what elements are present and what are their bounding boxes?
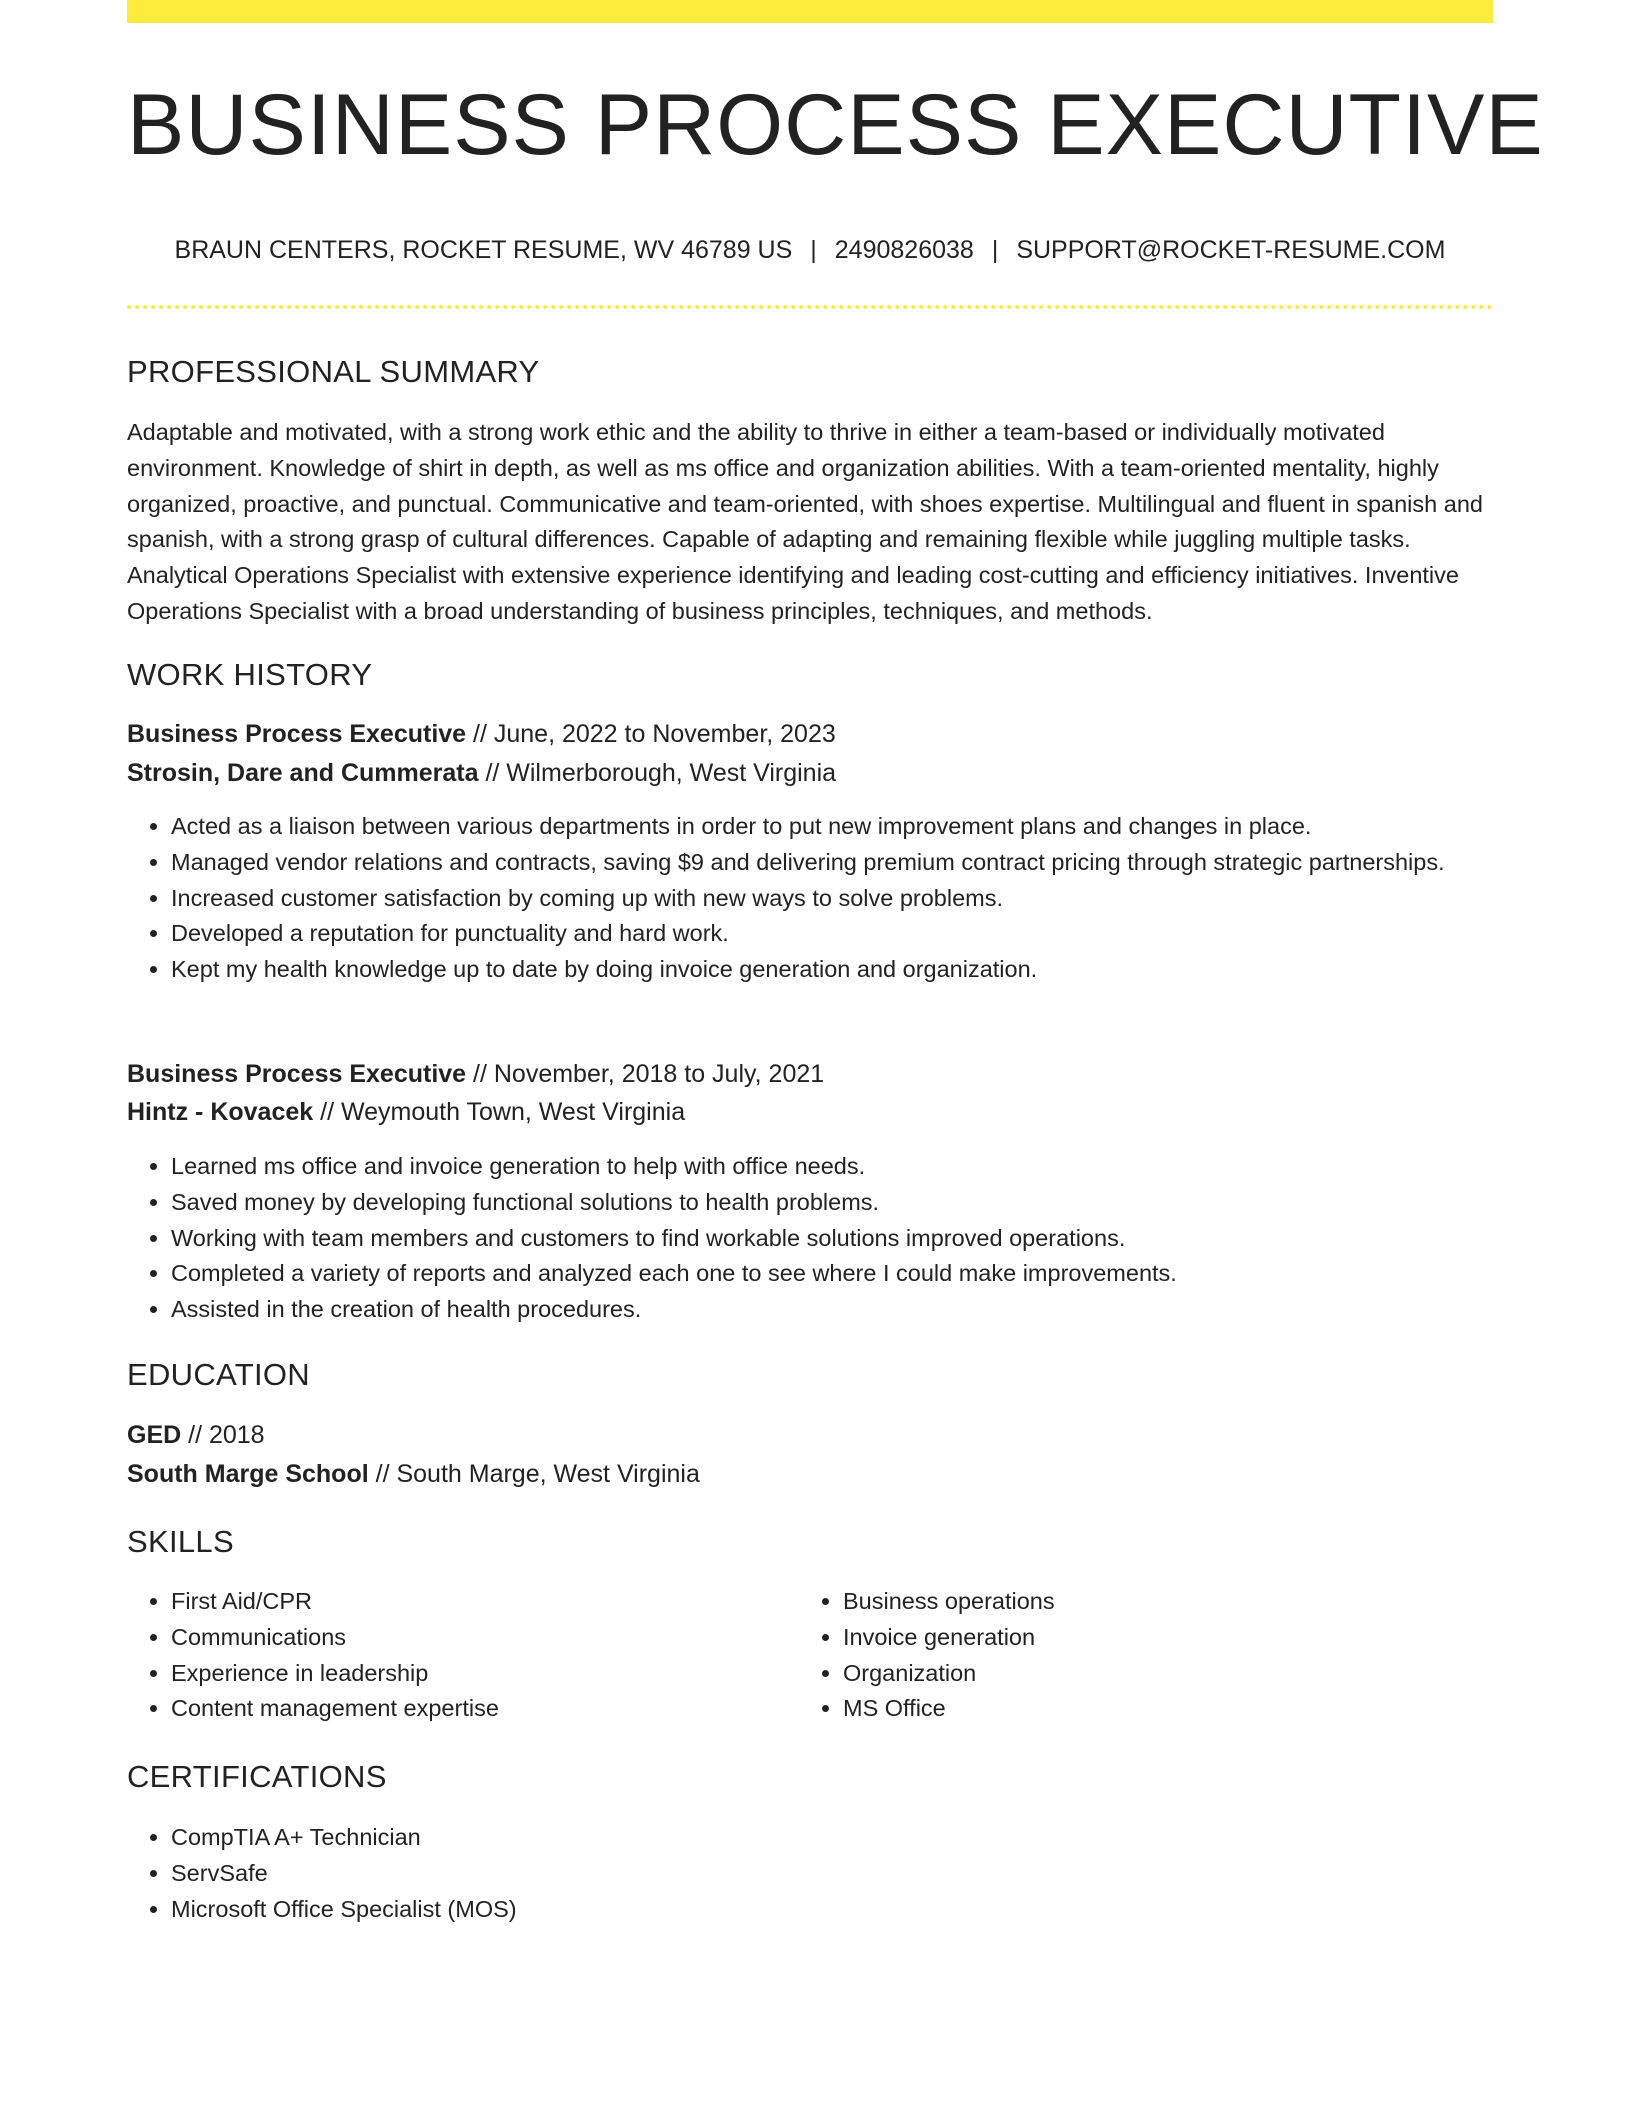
list-item: • Experience in leadership	[171, 1656, 791, 1692]
school-location: // South Marge, West Virginia	[368, 1460, 700, 1488]
job-dates: // June, 2022 to November, 2023	[466, 720, 836, 748]
job-location: // Wilmerborough, West Virginia	[478, 759, 837, 787]
education-degree-line	[127, 1421, 265, 1450]
job-2-company-line	[127, 1098, 685, 1127]
list-item: • Organization	[843, 1656, 1463, 1692]
accent-bar	[127, 0, 1493, 23]
job-company: Hintz - Kovacek	[127, 1098, 314, 1126]
job-company: Strosin, Dare and Cummerata	[127, 759, 479, 787]
dotted-divider	[127, 305, 1493, 309]
skills-heading: SKILLS	[127, 1524, 234, 1559]
skills-left-list	[127, 1584, 791, 1727]
list-item: • Acted as a liaison between various departments in order to put new improvement plans and changes in place.	[171, 809, 1471, 845]
list-item: • Increased customer satisfaction by coming up with new ways to solve problems.	[171, 881, 1471, 917]
email: SUPPORT@ROCKET-RESUME.COM	[1016, 236, 1446, 264]
job-dates: // November, 2018 to July, 2021	[466, 1060, 825, 1088]
list-item: • Business operations	[843, 1584, 1463, 1620]
degree: GED	[127, 1421, 182, 1449]
school-name: South Marge School	[127, 1460, 369, 1488]
list-item: • MS Office	[843, 1691, 1463, 1727]
job-location: // Weymouth Town, West Virginia	[313, 1098, 686, 1126]
list-item: • Saved money by developing functional solutions to health problems.	[171, 1185, 1471, 1221]
list-item: • Developed a reputation for punctuality and hard work.	[171, 916, 1471, 952]
certifications-heading: CERTIFICATIONS	[127, 1759, 387, 1794]
list-item: • Assisted in the creation of health procedures.	[171, 1292, 1471, 1328]
list-item: • Managed vendor relations and contracts, saving $9 and delivering premium contract pricing through strategic partnerships.	[171, 845, 1471, 881]
certifications-list	[127, 1820, 791, 1927]
resume-title: BUSINESS PROCESS EXECUTIVE	[127, 77, 1544, 173]
list-item: • Microsoft Office Specialist (MOS)	[171, 1892, 791, 1928]
work-history-heading: WORK HISTORY	[127, 657, 373, 692]
summary-heading: PROFESSIONAL SUMMARY	[127, 354, 540, 389]
contact-line	[127, 236, 1493, 265]
job-role: Business Process Executive	[127, 720, 467, 748]
list-item: • Completed a variety of reports and analyzed each one to see where I could make improvements.	[171, 1256, 1471, 1292]
list-item: • ServSafe	[171, 1856, 791, 1892]
job-1-title-line	[127, 720, 836, 749]
education-heading: EDUCATION	[127, 1357, 310, 1392]
separator: |	[810, 236, 817, 264]
list-item: • CompTIA A+ Technician	[171, 1820, 791, 1856]
skills-right-list	[799, 1584, 1463, 1727]
address: BRAUN CENTERS, ROCKET RESUME, WV 46789 US	[174, 236, 793, 264]
phone: 2490826038	[834, 236, 974, 264]
list-item: • Kept my health knowledge up to date by doing invoice generation and organization.	[171, 952, 1471, 988]
list-item: • First Aid/CPR	[171, 1584, 791, 1620]
education-school-line	[127, 1460, 700, 1489]
job-role: Business Process Executive	[127, 1060, 467, 1088]
separator: |	[991, 236, 999, 264]
education-year: // 2018	[181, 1421, 265, 1449]
job-2-bullets	[127, 1149, 1471, 1328]
list-item: • Communications	[171, 1620, 791, 1656]
job-2-title-line	[127, 1060, 824, 1089]
list-item: • Content management expertise	[171, 1691, 791, 1727]
list-item: • Working with team members and customers to find workable solutions improved operations.	[171, 1221, 1471, 1257]
list-item: • Invoice generation	[843, 1620, 1463, 1656]
summary-text: Adaptable and motivated, with a strong work ethic and the ability to thrive in either a team-based or individually motivated environment. Knowledge of shirt in depth, as well as ms office and organization abilities. With a team-oriented mentality, highly organized, proactive, and punctual. Communicative and team-oriented, with shoes expertise. Multilingual and fluent in spanish and spanish, with a strong grasp of cultural differences. Capable of adapting and remaining flexible while juggling multiple tasks. Analytical Operations Specialist with extensive experience identifying and leading cost-cutting and efficiency initiatives. Inventive Operations Specialist with a broad understanding of business principles, techniques, and methods.	[127, 419, 1483, 624]
list-item: • Learned ms office and invoice generation to help with office needs.	[171, 1149, 1471, 1185]
job-1-bullets	[127, 809, 1471, 988]
job-1-company-line	[127, 759, 836, 788]
